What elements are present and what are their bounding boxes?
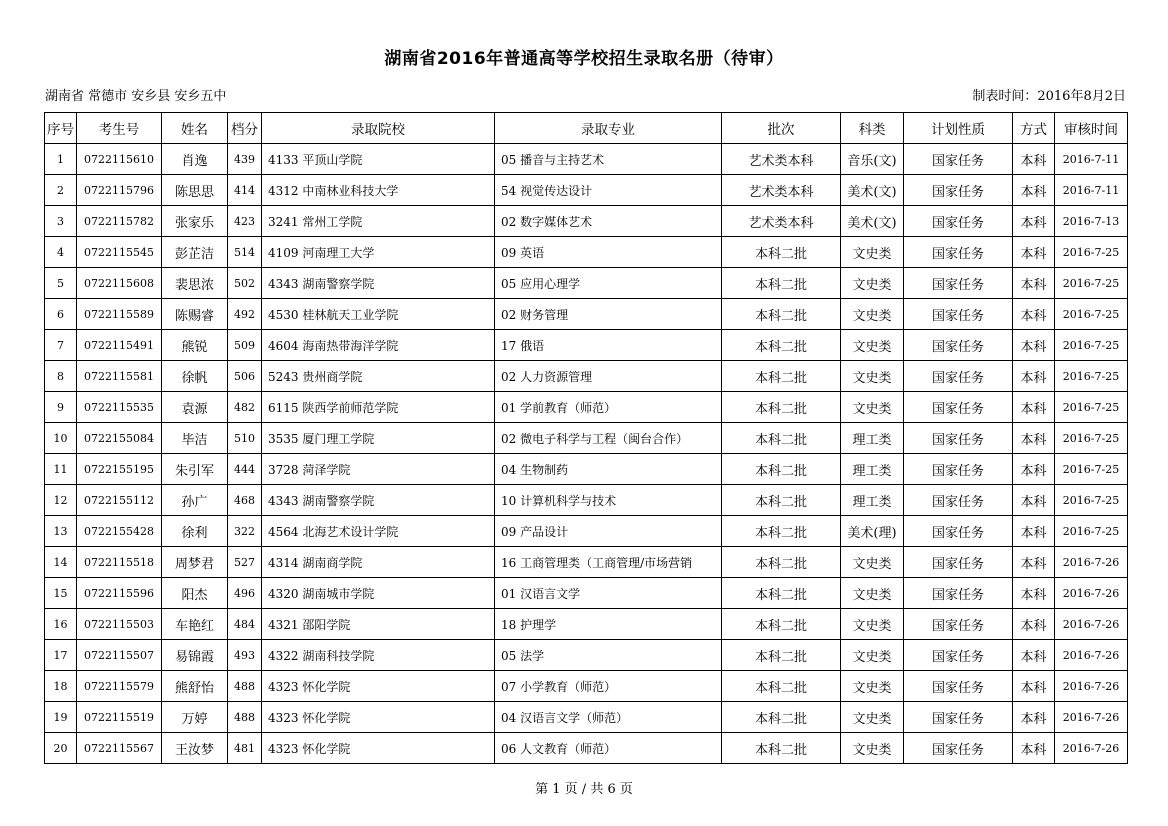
header-cell: 科类 <box>841 113 904 144</box>
cell-batch: 本科二批 <box>722 702 841 733</box>
cell-major: 18 护理学 <box>495 609 722 640</box>
cell-mode: 本科 <box>1013 485 1055 516</box>
cell-school: 4343 湖南警察学院 <box>262 268 495 299</box>
table-row <box>45 640 1128 671</box>
table-row <box>45 547 1128 578</box>
cell-review-date: 2016-7-25 <box>1055 330 1128 361</box>
table-row <box>45 423 1128 454</box>
cell-batch: 本科二批 <box>722 640 841 671</box>
cell-row-number: 6 <box>45 299 77 330</box>
table-row <box>45 206 1128 237</box>
cell-student-name: 熊舒怡 <box>162 671 228 702</box>
cell-mode: 本科 <box>1013 423 1055 454</box>
table-row <box>45 671 1128 702</box>
cell-batch: 本科二批 <box>722 671 841 702</box>
cell-candidate-id: 0722115596 <box>77 578 162 609</box>
header-cell: 序号 <box>45 113 77 144</box>
cell-mode: 本科 <box>1013 454 1055 485</box>
cell-batch: 本科二批 <box>722 299 841 330</box>
cell-category: 文史类 <box>841 299 904 330</box>
cell-score: 527 <box>228 547 262 578</box>
cell-category: 文史类 <box>841 733 904 764</box>
cell-score: 502 <box>228 268 262 299</box>
cell-row-number: 2 <box>45 175 77 206</box>
table-row <box>45 578 1128 609</box>
cell-student-name: 孙广 <box>162 485 228 516</box>
cell-plan-type: 国家任务 <box>904 361 1013 392</box>
table-row <box>45 330 1128 361</box>
cell-category: 美术(文) <box>841 175 904 206</box>
cell-review-date: 2016-7-13 <box>1055 206 1128 237</box>
cell-category: 文史类 <box>841 671 904 702</box>
header-cell: 录取院校 <box>262 113 495 144</box>
cell-candidate-id: 0722115567 <box>77 733 162 764</box>
cell-score: 481 <box>228 733 262 764</box>
cell-batch: 本科二批 <box>722 330 841 361</box>
cell-plan-type: 国家任务 <box>904 485 1013 516</box>
cell-row-number: 20 <box>45 733 77 764</box>
cell-student-name: 阳杰 <box>162 578 228 609</box>
cell-candidate-id: 0722155084 <box>77 423 162 454</box>
cell-score: 493 <box>228 640 262 671</box>
cell-category: 文史类 <box>841 609 904 640</box>
cell-score: 439 <box>228 144 262 175</box>
table-row <box>45 361 1128 392</box>
cell-score: 488 <box>228 702 262 733</box>
cell-mode: 本科 <box>1013 733 1055 764</box>
table-row <box>45 392 1128 423</box>
cell-batch: 艺术类本科 <box>722 175 841 206</box>
cell-school: 4564 北海艺术设计学院 <box>262 516 495 547</box>
cell-candidate-id: 0722115519 <box>77 702 162 733</box>
cell-major: 54 视觉传达设计 <box>495 175 722 206</box>
cell-candidate-id: 0722115518 <box>77 547 162 578</box>
cell-school: 4323 怀化学院 <box>262 671 495 702</box>
cell-batch: 本科二批 <box>722 516 841 547</box>
cell-school: 4530 桂林航天工业学院 <box>262 299 495 330</box>
cell-school: 4314 湖南商学院 <box>262 547 495 578</box>
cell-mode: 本科 <box>1013 299 1055 330</box>
cell-score: 492 <box>228 299 262 330</box>
header-cell: 批次 <box>722 113 841 144</box>
cell-plan-type: 国家任务 <box>904 609 1013 640</box>
cell-mode: 本科 <box>1013 237 1055 268</box>
cell-row-number: 4 <box>45 237 77 268</box>
cell-candidate-id: 0722155428 <box>77 516 162 547</box>
cell-mode: 本科 <box>1013 330 1055 361</box>
cell-review-date: 2016-7-26 <box>1055 733 1128 764</box>
cell-plan-type: 国家任务 <box>904 516 1013 547</box>
cell-batch: 本科二批 <box>722 237 841 268</box>
table-header-row <box>45 113 1128 144</box>
cell-plan-type: 国家任务 <box>904 206 1013 237</box>
cell-review-date: 2016-7-26 <box>1055 671 1128 702</box>
cell-candidate-id: 0722115545 <box>77 237 162 268</box>
header-cell: 档分 <box>228 113 262 144</box>
cell-batch: 艺术类本科 <box>722 206 841 237</box>
cell-row-number: 7 <box>45 330 77 361</box>
cell-candidate-id: 0722115507 <box>77 640 162 671</box>
cell-student-name: 毕洁 <box>162 423 228 454</box>
cell-batch: 本科二批 <box>722 268 841 299</box>
cell-mode: 本科 <box>1013 578 1055 609</box>
cell-school: 4133 平顶山学院 <box>262 144 495 175</box>
cell-candidate-id: 0722115491 <box>77 330 162 361</box>
cell-mode: 本科 <box>1013 547 1055 578</box>
cell-major: 04 汉语言文学（师范） <box>495 702 722 733</box>
cell-major: 06 人文教育（师范） <box>495 733 722 764</box>
cell-student-name: 万婷 <box>162 702 228 733</box>
cell-student-name: 车艳红 <box>162 609 228 640</box>
cell-batch: 本科二批 <box>722 423 841 454</box>
cell-category: 理工类 <box>841 454 904 485</box>
cell-batch: 本科二批 <box>722 733 841 764</box>
cell-category: 文史类 <box>841 702 904 733</box>
cell-review-date: 2016-7-26 <box>1055 702 1128 733</box>
cell-plan-type: 国家任务 <box>904 671 1013 702</box>
cell-mode: 本科 <box>1013 361 1055 392</box>
cell-major: 02 微电子科学与工程（闽台合作） <box>495 423 722 454</box>
cell-row-number: 10 <box>45 423 77 454</box>
cell-student-name: 周梦君 <box>162 547 228 578</box>
cell-batch: 本科二批 <box>722 392 841 423</box>
cell-school: 3535 厦门理工学院 <box>262 423 495 454</box>
cell-row-number: 14 <box>45 547 77 578</box>
cell-mode: 本科 <box>1013 609 1055 640</box>
cell-plan-type: 国家任务 <box>904 578 1013 609</box>
cell-score: 488 <box>228 671 262 702</box>
cell-score: 414 <box>228 175 262 206</box>
cell-category: 文史类 <box>841 330 904 361</box>
cell-category: 文史类 <box>841 268 904 299</box>
cell-school: 4323 怀化学院 <box>262 702 495 733</box>
cell-batch: 本科二批 <box>722 361 841 392</box>
table-row <box>45 144 1128 175</box>
made-time-label: 制表时间：2016年8月2日 <box>972 89 1126 104</box>
cell-major: 02 人力资源管理 <box>495 361 722 392</box>
cell-review-date: 2016-7-25 <box>1055 268 1128 299</box>
cell-score: 444 <box>228 454 262 485</box>
cell-candidate-id: 0722115503 <box>77 609 162 640</box>
cell-school: 6115 陕西学前师范学院 <box>262 392 495 423</box>
cell-plan-type: 国家任务 <box>904 423 1013 454</box>
cell-school: 4323 怀化学院 <box>262 733 495 764</box>
cell-plan-type: 国家任务 <box>904 733 1013 764</box>
cell-row-number: 1 <box>45 144 77 175</box>
admission-table <box>44 112 1128 764</box>
cell-student-name: 徐帆 <box>162 361 228 392</box>
cell-review-date: 2016-7-25 <box>1055 454 1128 485</box>
cell-candidate-id: 0722115535 <box>77 392 162 423</box>
table-row <box>45 609 1128 640</box>
cell-major: 05 法学 <box>495 640 722 671</box>
cell-school: 4109 河南理工大学 <box>262 237 495 268</box>
cell-mode: 本科 <box>1013 175 1055 206</box>
cell-school: 4320 湖南城市学院 <box>262 578 495 609</box>
cell-row-number: 15 <box>45 578 77 609</box>
cell-plan-type: 国家任务 <box>904 144 1013 175</box>
cell-category: 文史类 <box>841 361 904 392</box>
cell-major: 09 产品设计 <box>495 516 722 547</box>
cell-row-number: 5 <box>45 268 77 299</box>
cell-review-date: 2016-7-26 <box>1055 578 1128 609</box>
header-cell: 录取专业 <box>495 113 722 144</box>
cell-row-number: 8 <box>45 361 77 392</box>
table-row <box>45 299 1128 330</box>
cell-mode: 本科 <box>1013 671 1055 702</box>
cell-score: 496 <box>228 578 262 609</box>
cell-student-name: 陈思思 <box>162 175 228 206</box>
cell-school: 4343 湖南警察学院 <box>262 485 495 516</box>
cell-mode: 本科 <box>1013 268 1055 299</box>
cell-major: 07 小学教育（师范） <box>495 671 722 702</box>
cell-review-date: 2016-7-26 <box>1055 609 1128 640</box>
cell-category: 文史类 <box>841 547 904 578</box>
cell-plan-type: 国家任务 <box>904 268 1013 299</box>
cell-student-name: 朱引军 <box>162 454 228 485</box>
cell-row-number: 11 <box>45 454 77 485</box>
cell-score: 514 <box>228 237 262 268</box>
cell-review-date: 2016-7-26 <box>1055 547 1128 578</box>
cell-candidate-id: 0722115579 <box>77 671 162 702</box>
cell-mode: 本科 <box>1013 144 1055 175</box>
table-row <box>45 702 1128 733</box>
cell-score: 423 <box>228 206 262 237</box>
cell-row-number: 16 <box>45 609 77 640</box>
cell-school: 4312 中南林业科技大学 <box>262 175 495 206</box>
cell-batch: 本科二批 <box>722 609 841 640</box>
cell-review-date: 2016-7-25 <box>1055 237 1128 268</box>
table-row <box>45 454 1128 485</box>
table-row <box>45 268 1128 299</box>
cell-batch: 艺术类本科 <box>722 144 841 175</box>
cell-batch: 本科二批 <box>722 578 841 609</box>
cell-school: 3728 菏泽学院 <box>262 454 495 485</box>
header-cell: 计划性质 <box>904 113 1013 144</box>
cell-mode: 本科 <box>1013 516 1055 547</box>
cell-batch: 本科二批 <box>722 547 841 578</box>
cell-mode: 本科 <box>1013 702 1055 733</box>
cell-plan-type: 国家任务 <box>904 547 1013 578</box>
cell-category: 美术(理) <box>841 516 904 547</box>
header-cell: 考生号 <box>77 113 162 144</box>
cell-major: 04 生物制药 <box>495 454 722 485</box>
cell-review-date: 2016-7-25 <box>1055 516 1128 547</box>
cell-school: 4322 湖南科技学院 <box>262 640 495 671</box>
cell-category: 音乐(文) <box>841 144 904 175</box>
cell-review-date: 2016-7-26 <box>1055 640 1128 671</box>
cell-row-number: 3 <box>45 206 77 237</box>
cell-score: 468 <box>228 485 262 516</box>
cell-score: 506 <box>228 361 262 392</box>
cell-plan-type: 国家任务 <box>904 237 1013 268</box>
cell-plan-type: 国家任务 <box>904 454 1013 485</box>
cell-category: 美术(文) <box>841 206 904 237</box>
cell-plan-type: 国家任务 <box>904 702 1013 733</box>
cell-review-date: 2016-7-25 <box>1055 392 1128 423</box>
cell-plan-type: 国家任务 <box>904 330 1013 361</box>
header-cell: 审核时间 <box>1055 113 1128 144</box>
table-row <box>45 485 1128 516</box>
cell-plan-type: 国家任务 <box>904 392 1013 423</box>
cell-major: 01 学前教育（师范） <box>495 392 722 423</box>
cell-category: 文史类 <box>841 578 904 609</box>
cell-category: 文史类 <box>841 237 904 268</box>
cell-row-number: 9 <box>45 392 77 423</box>
cell-review-date: 2016-7-11 <box>1055 144 1128 175</box>
cell-major: 02 财务管理 <box>495 299 722 330</box>
cell-review-date: 2016-7-25 <box>1055 423 1128 454</box>
cell-school: 3241 常州工学院 <box>262 206 495 237</box>
cell-school: 5243 贵州商学院 <box>262 361 495 392</box>
cell-candidate-id: 0722115589 <box>77 299 162 330</box>
cell-score: 510 <box>228 423 262 454</box>
cell-batch: 本科二批 <box>722 485 841 516</box>
cell-student-name: 袁源 <box>162 392 228 423</box>
cell-student-name: 肖逸 <box>162 144 228 175</box>
cell-mode: 本科 <box>1013 392 1055 423</box>
cell-major: 05 应用心理学 <box>495 268 722 299</box>
cell-major: 02 数字媒体艺术 <box>495 206 722 237</box>
cell-review-date: 2016-7-11 <box>1055 175 1128 206</box>
cell-candidate-id: 0722115610 <box>77 144 162 175</box>
cell-review-date: 2016-7-25 <box>1055 299 1128 330</box>
cell-school: 4321 邵阳学院 <box>262 609 495 640</box>
cell-student-name: 陈赐睿 <box>162 299 228 330</box>
cell-major: 10 计算机科学与技术 <box>495 485 722 516</box>
cell-row-number: 18 <box>45 671 77 702</box>
cell-major: 01 汉语言文学 <box>495 578 722 609</box>
table-row <box>45 516 1128 547</box>
cell-batch: 本科二批 <box>722 454 841 485</box>
cell-major: 17 俄语 <box>495 330 722 361</box>
cell-major: 09 英语 <box>495 237 722 268</box>
cell-candidate-id: 0722115581 <box>77 361 162 392</box>
cell-category: 文史类 <box>841 640 904 671</box>
cell-school: 4604 海南热带海洋学院 <box>262 330 495 361</box>
cell-row-number: 17 <box>45 640 77 671</box>
cell-category: 理工类 <box>841 423 904 454</box>
table-row <box>45 733 1128 764</box>
page-indicator: 第 1 页 / 共 6 页 <box>535 782 633 797</box>
header-cell: 方式 <box>1013 113 1055 144</box>
cell-major: 05 播音与主持艺术 <box>495 144 722 175</box>
table-row <box>45 175 1128 206</box>
cell-row-number: 13 <box>45 516 77 547</box>
cell-score: 482 <box>228 392 262 423</box>
region-label: 湖南省 常德市 安乡县 安乡五中 <box>45 89 227 104</box>
cell-score: 484 <box>228 609 262 640</box>
cell-mode: 本科 <box>1013 640 1055 671</box>
cell-review-date: 2016-7-25 <box>1055 361 1128 392</box>
cell-plan-type: 国家任务 <box>904 640 1013 671</box>
cell-score: 322 <box>228 516 262 547</box>
cell-candidate-id: 0722115782 <box>77 206 162 237</box>
cell-student-name: 张家乐 <box>162 206 228 237</box>
table-row <box>45 237 1128 268</box>
cell-candidate-id: 0722115608 <box>77 268 162 299</box>
cell-plan-type: 国家任务 <box>904 175 1013 206</box>
cell-score: 509 <box>228 330 262 361</box>
cell-student-name: 徐利 <box>162 516 228 547</box>
cell-candidate-id: 0722155195 <box>77 454 162 485</box>
cell-student-name: 易锦霞 <box>162 640 228 671</box>
cell-student-name: 彭芷洁 <box>162 237 228 268</box>
cell-review-date: 2016-7-25 <box>1055 485 1128 516</box>
cell-candidate-id: 0722115796 <box>77 175 162 206</box>
cell-row-number: 12 <box>45 485 77 516</box>
cell-student-name: 熊锐 <box>162 330 228 361</box>
cell-student-name: 王汝梦 <box>162 733 228 764</box>
document-title: 湖南省2016年普通高等学校招生录取名册（待审） <box>384 49 784 69</box>
cell-category: 文史类 <box>841 392 904 423</box>
cell-student-name: 裴思浓 <box>162 268 228 299</box>
cell-major: 16 工商管理类（工商管理/市场营销 <box>495 547 722 578</box>
cell-category: 理工类 <box>841 485 904 516</box>
cell-candidate-id: 0722155112 <box>77 485 162 516</box>
cell-plan-type: 国家任务 <box>904 299 1013 330</box>
cell-row-number: 19 <box>45 702 77 733</box>
header-cell: 姓名 <box>162 113 228 144</box>
cell-mode: 本科 <box>1013 206 1055 237</box>
